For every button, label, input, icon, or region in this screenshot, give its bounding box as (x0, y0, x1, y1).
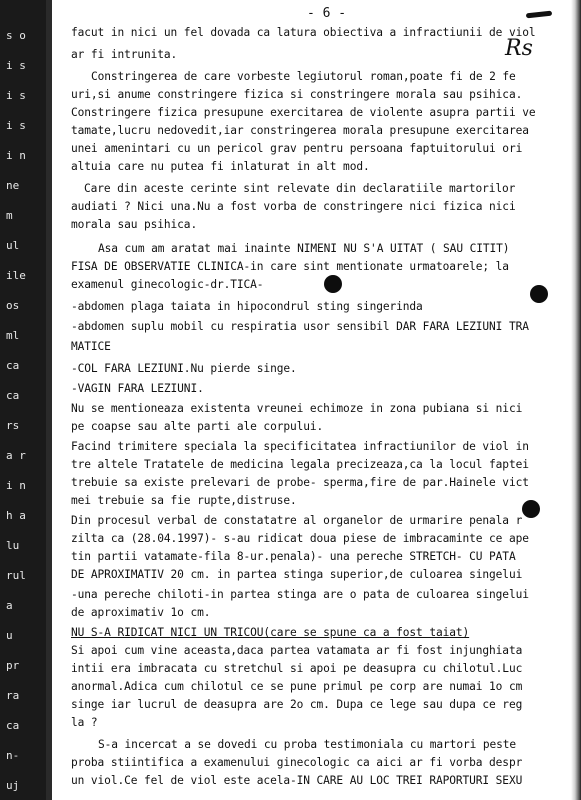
margin-mark: n- (6, 749, 20, 762)
text-line: un viol.Ce fel de viol este acela-IN CARE AU LOC TREI RAPORTURI SEXU (71, 774, 523, 787)
text-line: zilta ca (28.04.1997)- s-au ridicat doua piese de imbracaminte ce ape (71, 532, 529, 545)
margin-mark: i s (6, 59, 26, 72)
text-line (91, 70, 516, 83)
margin-mark: ca (6, 359, 20, 372)
text-line: tre altele Tratatele de medicina legala precizeaza,ca la locul faptei (71, 458, 529, 471)
margin-mark: i s (6, 119, 26, 132)
margin-mark: rs (6, 419, 20, 432)
text-line: tamate,lucru nedovedit,iar constringerea morala presupune exercitarea (71, 124, 529, 137)
scan-right-shadow (571, 0, 581, 800)
margin-mark: u (6, 629, 13, 642)
text-line: trebuie sa existe prelevari de probe- sperma,fire de par.Hainele vict (71, 476, 529, 489)
text-line: Care din aceste cerinte sint relevate din declaratiile martorilor (84, 182, 516, 195)
text-line: ar fi intrunita. (71, 48, 178, 61)
text-line: Asa cum am aratat mai inainte NIMENI NU S'A UITAT ( SAU CITIT) (98, 242, 510, 255)
text-line: DE APROXIMATIV 20 cm. in partea stinga superior,de culoarea singelui (71, 568, 523, 581)
margin-mark: os (6, 299, 20, 312)
text-line: Constringere fizica presupune exercitarea de violente asupra partii ve (71, 106, 536, 119)
text-line: singe iar lucrul de deasupra are 2o cm. Dupa ce lege sau dupa ce reg (71, 698, 523, 711)
margin-mark: rul (6, 569, 26, 582)
text-line: mei trebuie sa fie rupte,distruse. (71, 494, 297, 507)
ink-blot (522, 500, 540, 518)
margin-mark: s o (6, 29, 26, 42)
margin-mark: a r (6, 449, 26, 462)
text-line: uri,si anume constringere fizica si constringere morala sau psihica. (71, 88, 523, 101)
text-line: Din procesul verbal de constatatre al organelor de urmarire penala r (71, 514, 523, 527)
margin-mark: i s (6, 89, 26, 102)
text-line: Si apoi cum vine aceasta,daca partea vatamata ar fi fost injunghiata (71, 644, 523, 657)
text-line: -VAGIN FARA LEZIUNI. (71, 382, 204, 395)
margin-mark: i n (6, 479, 26, 492)
text-line: -COL FARA LEZIUNI.Nu pierde singe. (71, 362, 297, 375)
text-line: intii era imbracata cu stretchul si apoi pe deasupra cu chilotul.Luc (71, 662, 523, 675)
document-page (62, 0, 567, 800)
ink-blot (530, 285, 548, 303)
text-line: morala sau psihica. (71, 218, 198, 231)
margin-mark: ile (6, 269, 26, 282)
text-line: S-a incercat a se dovedi cu proba testimoniala cu martori peste (98, 738, 517, 751)
margin-mark: ca (6, 719, 20, 732)
text-line: -abdomen plaga taiata in hipocondrul sting singerinda (71, 300, 423, 313)
text-line: altuia care nu putea fi inlaturat in alt mod. (71, 160, 370, 173)
text-line: FISA DE OBSERVATIE CLINICA-in care sint mentionate urmatoarele; la (71, 260, 509, 273)
margin-mark: lu (6, 539, 20, 552)
text-line: la ? (71, 716, 98, 729)
margin-mark: pr (6, 659, 20, 672)
text-line: facut in nici un fel dovada ca latura obiectiva a infractiunii de viol (71, 26, 536, 39)
text-line: anormal.Adica cum chilotul ce se pune primul pe corp are numai 1o cm (71, 680, 523, 693)
scan-binding-edge (46, 0, 52, 800)
text-line: Nu se mentioneaza existenta vreunei echimoze in zona pubiana si nici (71, 402, 523, 415)
text-line-underlined: NU S-A RIDICAT NICI UN TRICOU(care se spune ca a fost taiat) (71, 626, 470, 639)
text-line: MATICE (71, 340, 111, 353)
text-line: Facind trimitere speciala la specificitatea infractiunilor de viol in (71, 440, 529, 453)
text-line: unei amenintari cu un pericol grav pentru persoana faptuitorului ori (71, 142, 523, 155)
text-line: examenul ginecologic-dr.TICA- (71, 278, 264, 291)
page-number: - 6 - (307, 6, 347, 21)
text-line: proba stiintifica a examenului ginecologic ca aici ar fi vorba despr (71, 756, 523, 769)
margin-mark: m (6, 209, 13, 222)
margin-mark: ul (6, 239, 20, 252)
margin-mark: a (6, 599, 13, 612)
margin-mark: ml (6, 329, 20, 342)
text-line: pe coapse sau alte parti ale corpului. (71, 420, 324, 433)
text-line: tin partii vatamate-fila 8-ur.penala)- una pereche STRETCH- CU PATA (71, 550, 516, 563)
margin-mark: ra (6, 689, 20, 702)
margin-mark: ca (6, 389, 20, 402)
ink-blot (324, 275, 342, 293)
margin-mark: ne (6, 179, 20, 192)
text-line: audiati ? Nici una.Nu a fost vorba de constringere nici fizica nici (71, 200, 516, 213)
text-line-part: Constringerea de care vorbeste legiutorul roman,poate fi de 2 fe (91, 70, 516, 83)
margin-mark: uj (6, 779, 20, 792)
handwritten-mark: Rs (505, 36, 533, 61)
text-line: de aproximativ 1o cm. (71, 606, 211, 619)
text-line: -abdomen suplu mobil cu respiratia usor sensibil DAR FARA LEZIUNI TRA (71, 320, 529, 333)
text-line: -una pereche chiloti-in partea stinga are o pata de culoarea singelui (71, 588, 529, 601)
margin-mark: h a (6, 509, 26, 522)
margin-mark: i n (6, 149, 26, 162)
ink-stroke (526, 11, 552, 19)
